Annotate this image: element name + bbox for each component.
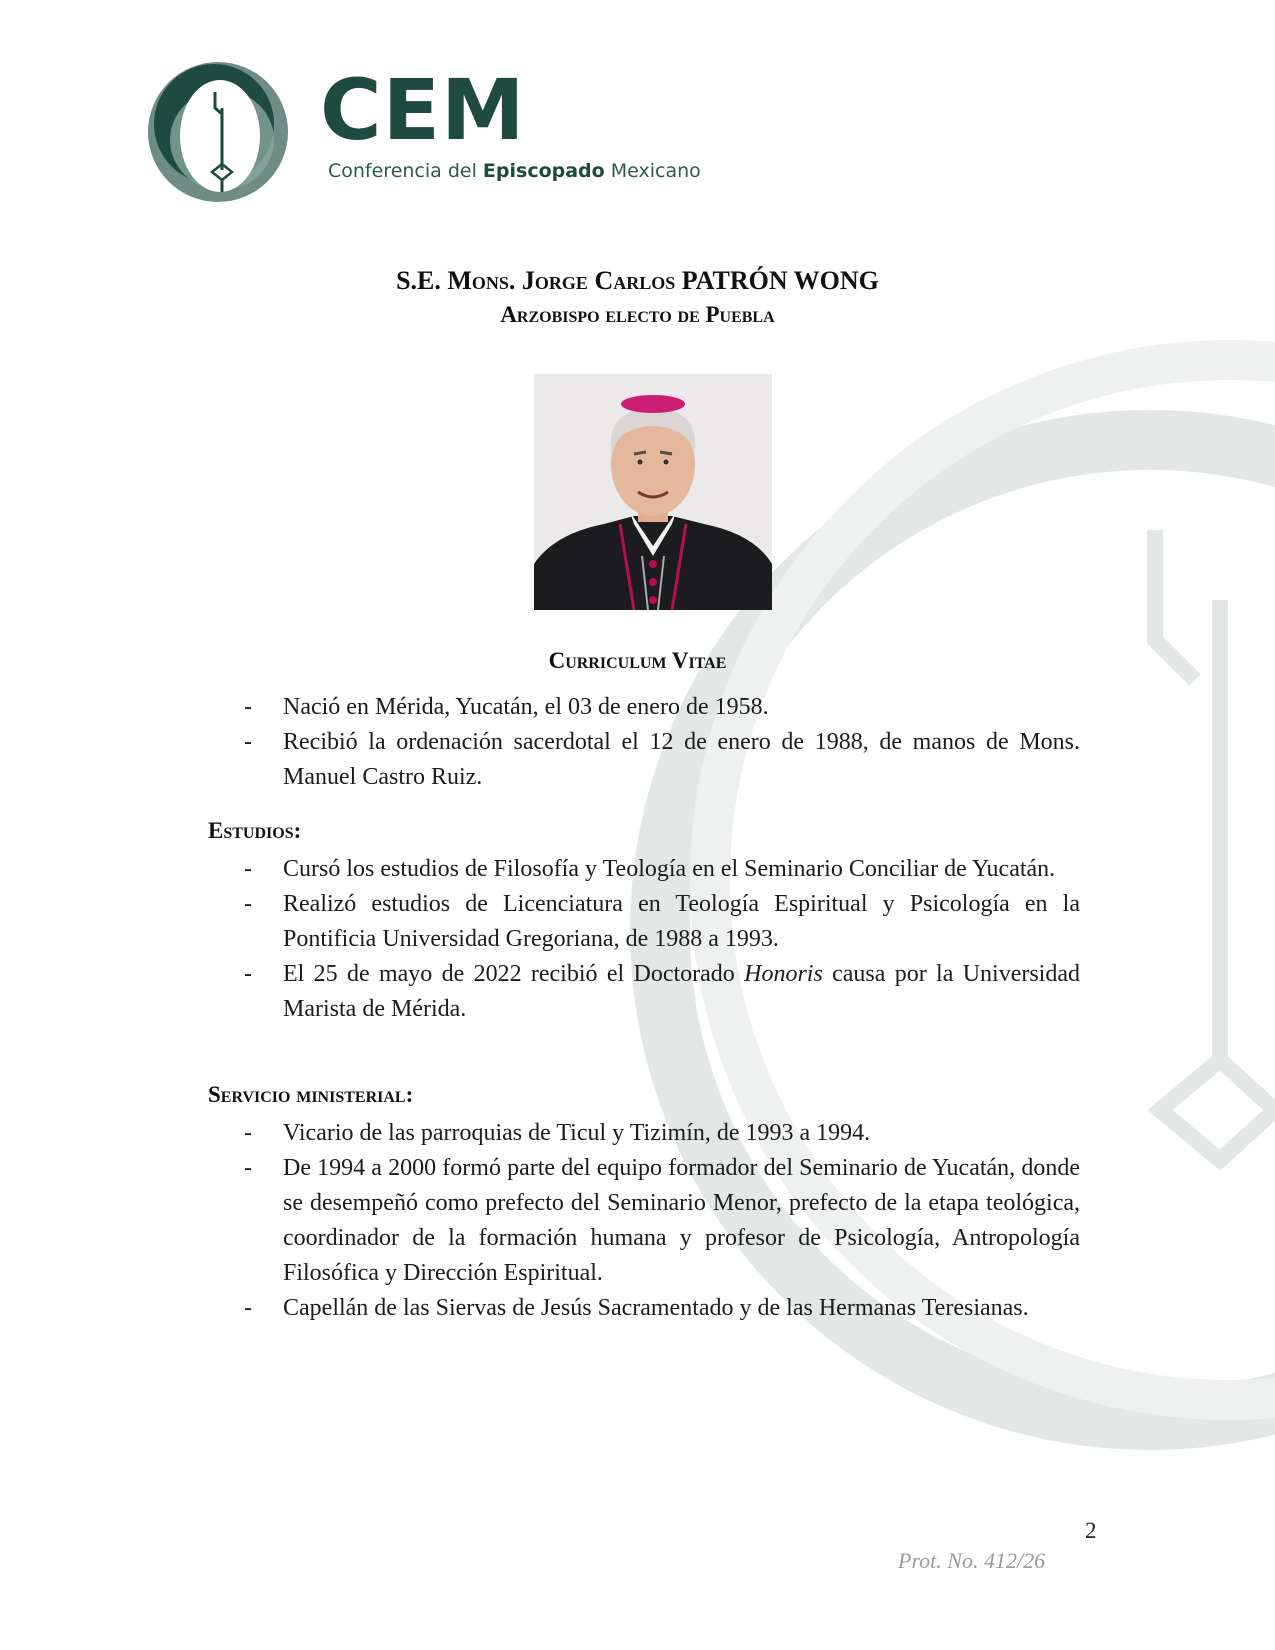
protocol-number: Prot. No. 412/26 xyxy=(898,1548,1046,1573)
ministry-list xyxy=(240,1116,1080,1326)
list-item: - Realizó estudios de Licenciatura en Teología Espiritual y Psicología en la Pontificia Universidad Gregoriana, de 1988 a 1993. xyxy=(240,887,1080,957)
list-item: - El 25 de mayo de 2022 recibió el Doctorado Honoris causa por la Universidad Marista de Mérida. xyxy=(240,957,1080,1027)
cem-logo xyxy=(140,52,760,212)
page-number: 2 xyxy=(1085,1518,1097,1543)
list-item: - Capellán de las Siervas de Jesús Sacramentado y de las Hermanas Teresianas. xyxy=(240,1291,1080,1326)
logo-title: CEM xyxy=(320,61,526,159)
cv-intro-list xyxy=(240,690,1080,795)
list-item: - De 1994 a 2000 formó parte del equipo formador del Seminario de Yucatán, donde se desempeñó como prefecto del Seminario Menor, prefecto de la etapa teológica, coordinador de la formación humana y profesor de Psicología, Antropología Filosófica y Dirección Espiritual. xyxy=(240,1151,1080,1291)
list-item: - Vicario de las parroquias de Ticul y Tizimín, de 1993 a 1994. xyxy=(240,1116,1080,1151)
cem-emblem-icon xyxy=(140,52,300,212)
bishop-portrait xyxy=(534,374,772,610)
bishop-name: S.E. Mons. Jorge Carlos PATRÓN WONG xyxy=(396,266,879,295)
studies-heading: Estudios: xyxy=(208,818,302,843)
bishop-portrait-icon xyxy=(534,374,772,610)
cv-title: Curriculum Vitae xyxy=(548,648,727,673)
list-item: - Recibió la ordenación sacerdotal el 12 de enero de 1988, de manos de Mons. Manuel Castro Ruiz. xyxy=(240,725,1080,795)
studies-list xyxy=(240,852,1080,1027)
list-item: - Nació en Mérida, Yucatán, el 03 de enero de 1958. xyxy=(240,690,1080,725)
list-item: - Cursó los estudios de Filosofía y Teología en el Seminario Conciliar de Yucatán. xyxy=(240,852,1080,887)
logo-subtitle: Conferencia del Episcopado Mexicano xyxy=(328,160,701,182)
ministry-heading: Servicio ministerial: xyxy=(208,1082,414,1107)
bishop-title: Arzobispo electo de Puebla xyxy=(500,302,775,327)
